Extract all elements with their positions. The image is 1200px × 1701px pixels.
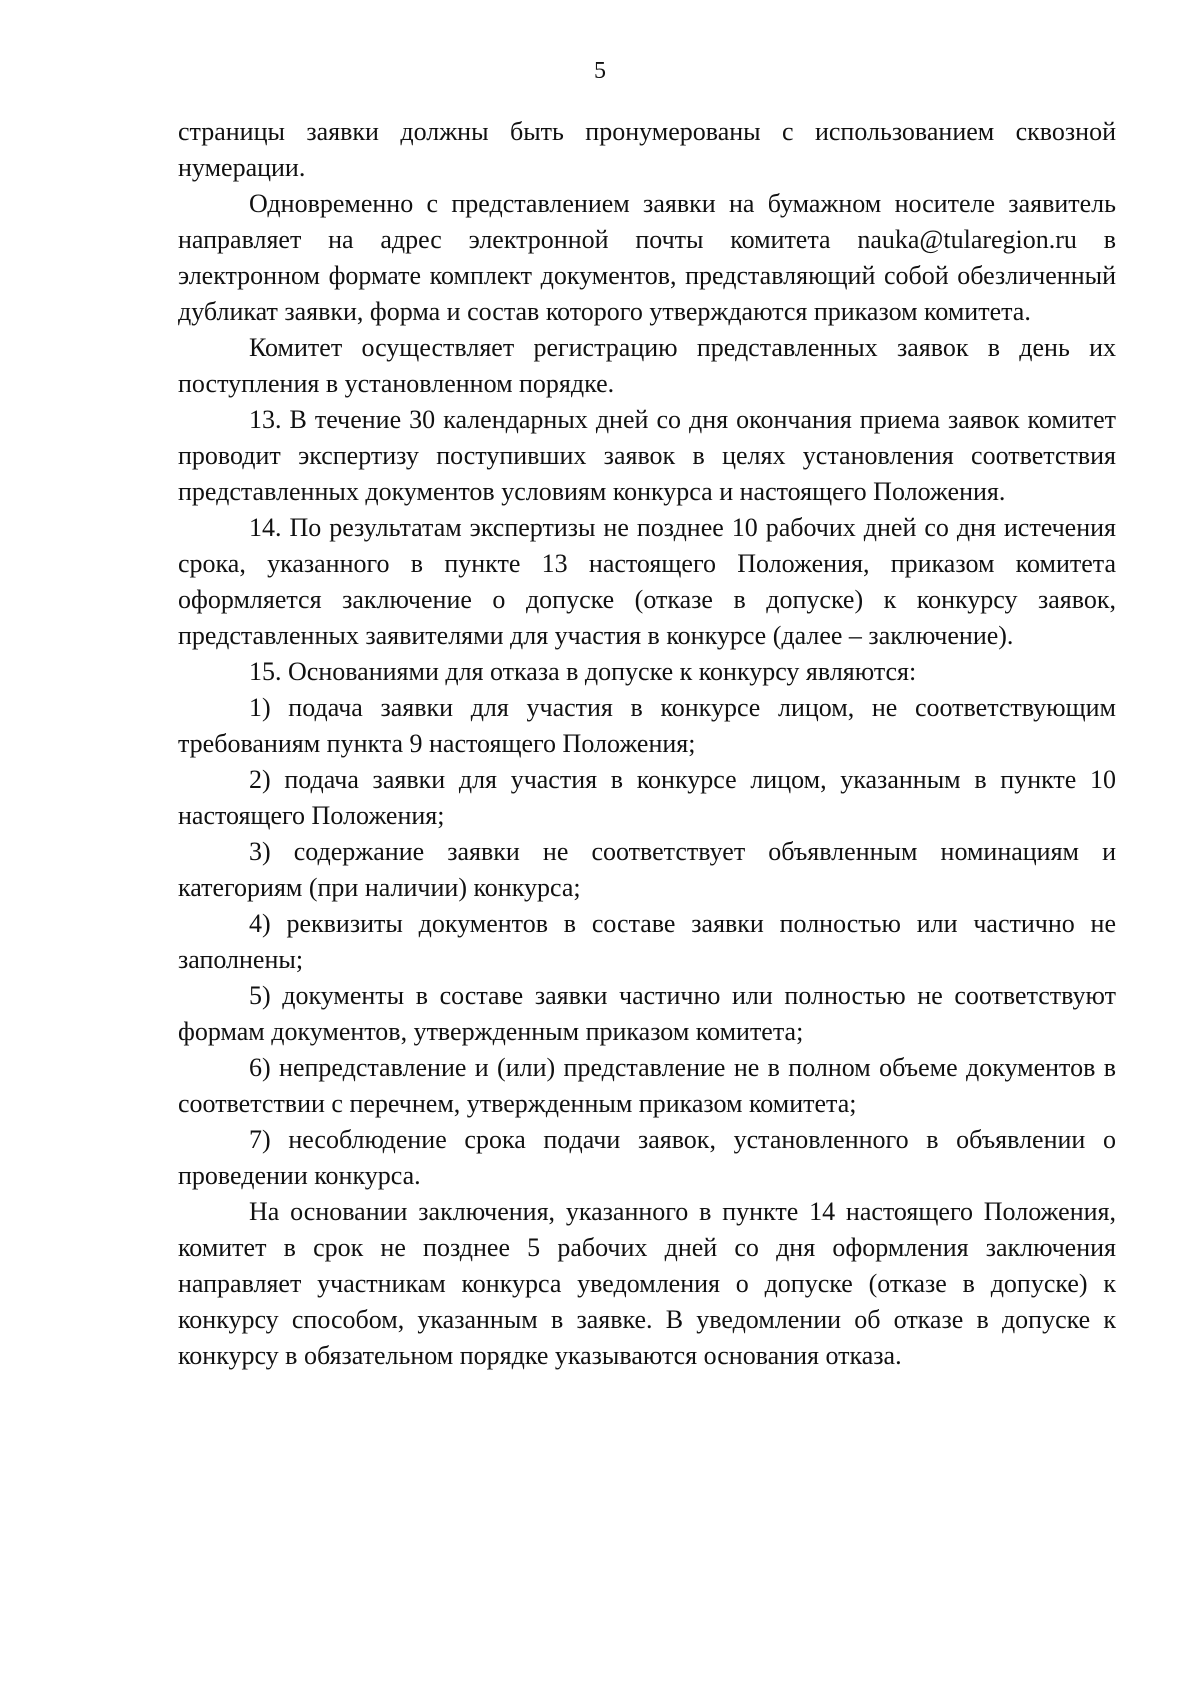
document-body [178,114,1116,1374]
list-item-5: 5) документы в составе заявки частично или полностью не соответствуют формам документов, утвержденным приказом комитета; [178,981,1116,1046]
page-number: 5 [594,58,606,84]
paragraph-item-14: 14. По результатам экспертизы не позднее 10 рабочих дней со дня истечения срока, указанного в пункте 13 настоящего Положения, приказом комитета оформляется заключение о допуске (отказе в допуске) к конкурсу заявок, представленных заявителями для участия в конкурсе (далее – заключение). [178,513,1116,650]
paragraph-registration: Комитет осуществляет регистрацию представленных заявок в день их поступления в установленном порядке. [178,333,1116,398]
paragraph-electronic-submission: Одновременно с представлением заявки на бумажном носителе заявитель направляет на адрес электронной почты комитета nauka@tularegion.ru в электронном формате комплект документов, представляющий собой обезличенный дубликат заявки, форма и состав которого утверждаются приказом комитета. [178,189,1116,326]
list-item-3: 3) содержание заявки не соответствует объявленным номинациям и категориям (при наличии) конкурса; [178,837,1116,902]
list-item-6: 6) непредставление и (или) представление не в полном объеме документов в соответствии с перечнем, утвержденным приказом комитета; [178,1053,1116,1118]
paragraph-item-15: 15. Основаниями для отказа в допуске к конкурсу являются: [249,657,917,686]
paragraph-notification: На основании заключения, указанного в пункте 14 настоящего Положения, комитет в срок не позднее 5 рабочих дней со дня оформления заключения направляет участникам конкурса уведомления о допуске (отказе в допуске) к конкурсу способом, указанным в заявке. В уведомлении об отказе в допуске к конкурсу в обязательном порядке указываются основания отказа. [178,1197,1116,1370]
list-item-7: 7) несоблюдение срока подачи заявок, установленного в объявлении о проведении конкурса. [178,1125,1116,1190]
paragraph-item-13: 13. В течение 30 календарных дней со дня окончания приема заявок комитет проводит экспертизу поступивших заявок в целях установления соответствия представленных документов условиям конкурса и настоящего Положения. [178,405,1116,506]
paragraph-continuation: страницы заявки должны быть пронумерованы с использованием сквозной нумерации. [178,117,1116,182]
list-item-4: 4) реквизиты документов в составе заявки полностью или частично не заполнены; [178,909,1116,974]
list-item-1: 1) подача заявки для участия в конкурсе лицом, не соответствующим требованиям пункта 9 настоящего Положения; [178,693,1116,758]
list-item-2: 2) подача заявки для участия в конкурсе лицом, указанным в пункте 10 настоящего Положения; [178,765,1116,830]
